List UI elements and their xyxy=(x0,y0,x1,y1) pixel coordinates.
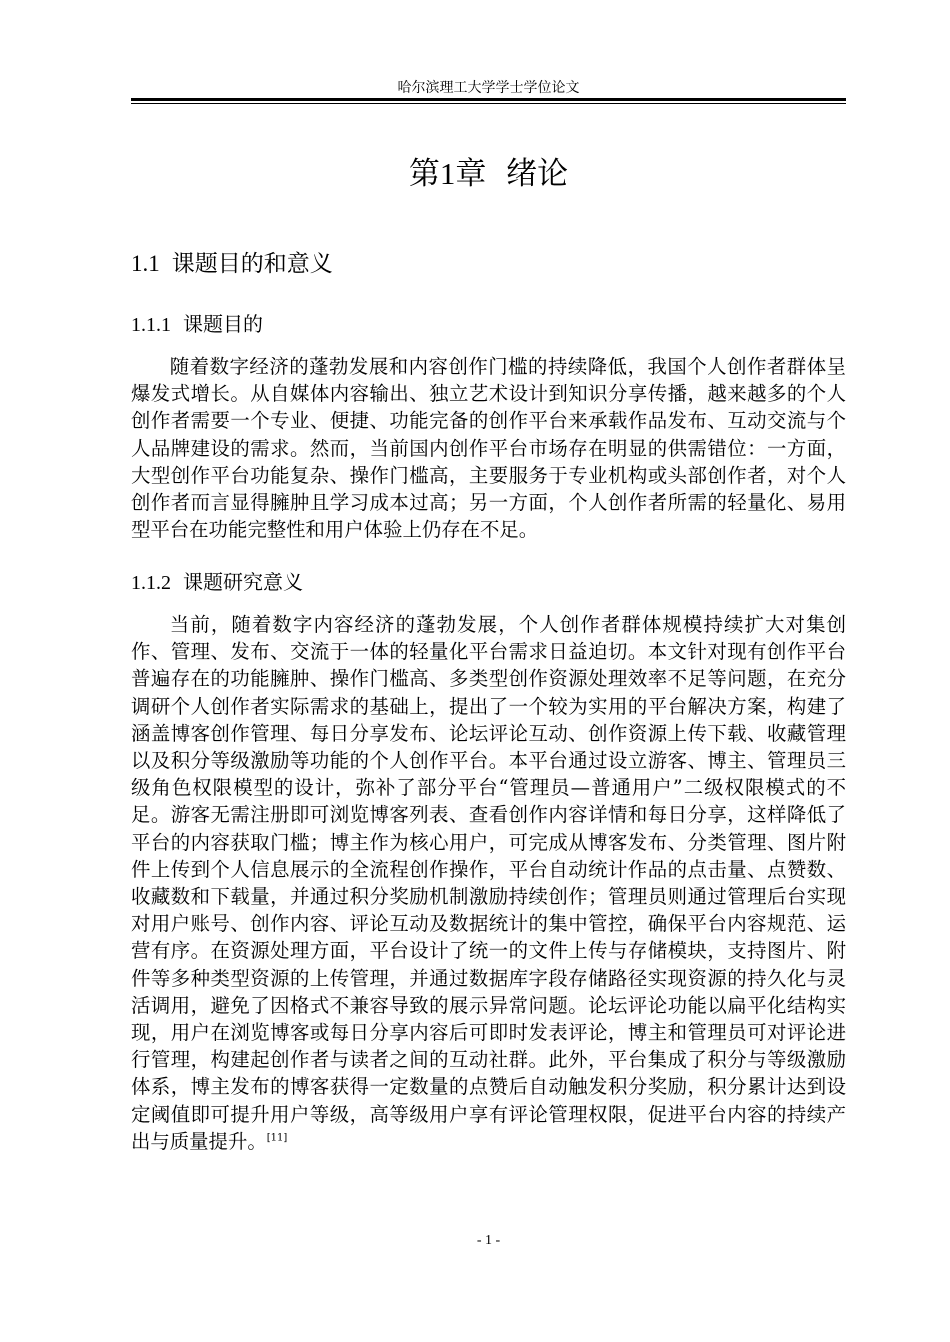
paragraph-purpose: 随着数字经济的蓬勃发展和内容创作门槛的持续降低，我国个人创作者群体呈爆发式增长。从自媒体内容输出、独立艺术设计到知识分享传播，越来越多的个人创作者需要一个专业、便捷、功能完备的创作平台来承载作品发布、互动交流与个人品牌建设的需求。然而，当前国内创作平台市场存在明显的供需错位：一方面，大型创作平台功能复杂、操作门槛高，主要服务于专业机构或头部创作者，对个人创作者而言显得臃肿且学习成本过高；另一方面，个人创作者所需的轻量化、易用型平台在功能完整性和用户体验上仍存在不足。 xyxy=(131,355,846,542)
header-rule-thin xyxy=(131,103,846,104)
subsection-title: 课题目的 xyxy=(183,312,263,336)
section-heading-1-1-1 xyxy=(131,308,263,341)
subsection-number: 1.1.1 xyxy=(131,314,171,336)
chapter-name: 绪论 xyxy=(506,156,569,192)
subsection-number: 1.1.2 xyxy=(131,572,171,594)
citation-marker: [11] xyxy=(266,1132,288,1144)
section-number: 1.1 xyxy=(131,251,160,276)
chapter-number: 第1章 xyxy=(408,156,487,191)
section-heading-1-1-2 xyxy=(131,566,303,599)
subsection-title: 课题研究意义 xyxy=(183,570,303,594)
section-heading-1-1 xyxy=(131,246,333,282)
section-title: 课题目的和意义 xyxy=(171,251,333,277)
paragraph-significance-text: 当前，随着数字内容经济的蓬勃发展，个人创作者群体规模持续扩大对集创作、管理、发布、交流于一体的轻量化平台需求日益迫切。本文针对现有创作平台普遍存在的功能臃肿、操作门槛高、多类型创作资源处理效率不足等问题，在充分调研个人创作者实际需求的基础上，提出了一个较为实用的平台解决方案，构建了涵盖博客创作管理、每日分享发布、论坛评论互动、创作资源上传下载、收藏管理以及积分等级激励等功能的个人创作平台。本平台通过设立游客、博主、管理员三级角色权限模型的设计，弥补了部分平台“管理员—普通用户”二级权限模式的不足。游客无需注册即可浏览博客列表、查看创作内容详情和每日分享，这样降低了平台的内容获取门槛；博主作为核心用户，可完成从博客发布、分类管理、图片附件上传到个人信息展示的全流程创作操作，平台自动统计作品的点击量、点赞数、收藏数和下载量，并通过积分奖励机制激励持续创作；管理员则通过管理后台实现对用户账号、创作内容、评论互动及数据统计的集中管控，确保平台内容规范、运营有序。在资源处理方面，平台设计了统一的文件上传与存储模块，支持图片、附件等多种类型资源的上传管理，并通过数据库字段存储路径实现资源的持久化与灵活调用，避免了因格式不兼容导致的展示异常问题。论坛评论功能以扁平化结构实现，用户在浏览博客或每日分享内容后可即时发表评论，博主和管理员可对评论进行管理，构建起创作者与读者之间的互动社群。此外，平台集成了积分与等级激励体系，博主发布的博客获得一定数量的点赞后自动触发积分奖励，积分累计达到设定阈值即可提升用户等级，高等级用户享有评论管理权限，促进平台内容的持续产出与质量提升。 xyxy=(131,613,846,1153)
header-rule-thick xyxy=(131,98,846,101)
running-header: 哈尔滨理工大学学士学位论文 xyxy=(397,80,580,96)
paragraph-significance xyxy=(131,611,846,1155)
page-number: - 1 - xyxy=(476,1233,501,1248)
chapter-title xyxy=(131,152,846,196)
